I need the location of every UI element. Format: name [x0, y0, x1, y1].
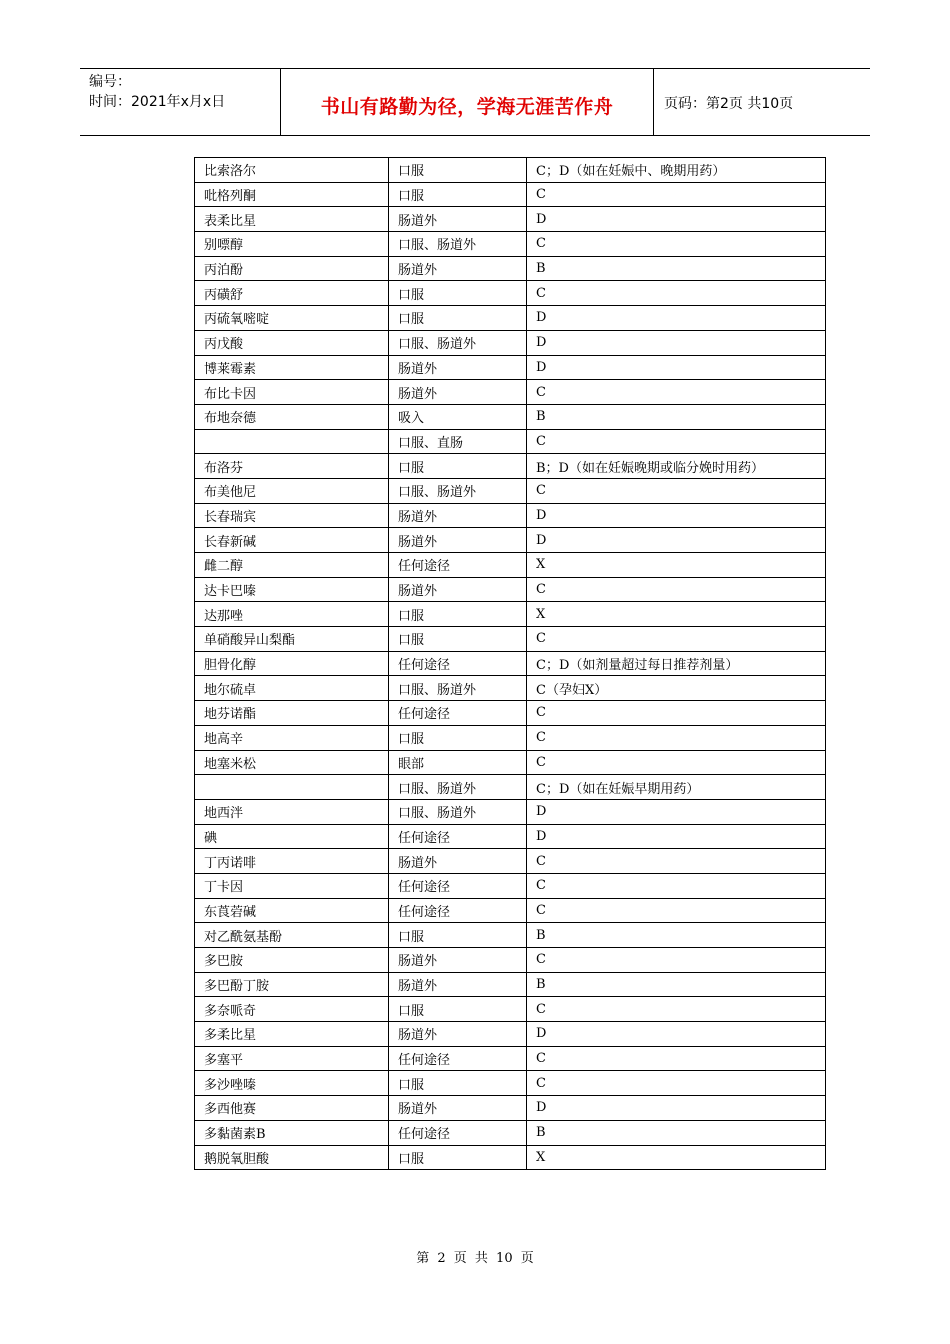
route-cell: 口服 — [389, 182, 527, 207]
table-row — [195, 651, 826, 676]
route-cell: 口服、肠道外 — [389, 478, 527, 503]
drug-name-cell: 碘 — [195, 824, 389, 849]
drug-name-cell: 布地奈德 — [195, 404, 389, 429]
table-row — [195, 1022, 826, 1047]
table-row — [195, 553, 826, 578]
route-cell: 口服 — [389, 1145, 527, 1170]
category-cell: D — [527, 503, 826, 528]
table-row — [195, 404, 826, 429]
category-cell: B — [527, 404, 826, 429]
category-cell: X — [527, 1145, 826, 1170]
category-cell: B — [527, 256, 826, 281]
route-cell: 口服 — [389, 602, 527, 627]
table-row — [195, 1071, 826, 1096]
category-cell: C — [527, 849, 826, 874]
route-cell: 任何途径 — [389, 824, 527, 849]
table-row — [195, 330, 826, 355]
category-cell: C — [527, 1071, 826, 1096]
route-cell: 口服 — [389, 306, 527, 331]
route-cell: 眼部 — [389, 750, 527, 775]
route-cell: 任何途径 — [389, 1046, 527, 1071]
category-cell: C — [527, 478, 826, 503]
table-row — [195, 1046, 826, 1071]
route-cell: 肠道外 — [389, 849, 527, 874]
drug-name-cell: 博莱霉素 — [195, 355, 389, 380]
table-row — [195, 182, 826, 207]
route-cell: 吸入 — [389, 404, 527, 429]
route-cell: 肠道外 — [389, 972, 527, 997]
drug-name-cell: 多柔比星 — [195, 1022, 389, 1047]
route-cell: 口服 — [389, 1071, 527, 1096]
route-cell: 任何途径 — [389, 553, 527, 578]
category-cell: C — [527, 281, 826, 306]
category-cell: X — [527, 553, 826, 578]
drug-name-cell: 布比卡因 — [195, 380, 389, 405]
table-row — [195, 1096, 826, 1121]
drug-name-cell: 地高辛 — [195, 725, 389, 750]
drug-name-cell: 达卡巴嗪 — [195, 577, 389, 602]
table-row — [195, 676, 826, 701]
drug-name-cell: 丙硫氧嘧啶 — [195, 306, 389, 331]
route-cell: 口服、肠道外 — [389, 676, 527, 701]
category-cell: D — [527, 1096, 826, 1121]
table-row — [195, 256, 826, 281]
table-row — [195, 849, 826, 874]
category-cell: D — [527, 799, 826, 824]
route-cell: 肠道外 — [389, 256, 527, 281]
route-cell: 口服、肠道外 — [389, 775, 527, 800]
table-row — [195, 232, 826, 257]
drug-name-cell: 雌二醇 — [195, 553, 389, 578]
route-cell: 肠道外 — [389, 1022, 527, 1047]
category-cell: C — [527, 1046, 826, 1071]
table-row — [195, 824, 826, 849]
category-cell: C — [527, 627, 826, 652]
table-row — [195, 997, 826, 1022]
table-row — [195, 1145, 826, 1170]
route-cell: 口服、肠道外 — [389, 799, 527, 824]
drug-name-cell: 多沙唑嗪 — [195, 1071, 389, 1096]
document-date: 时间：2021年x月x日 — [89, 94, 226, 110]
category-cell: C — [527, 997, 826, 1022]
route-cell: 口服 — [389, 627, 527, 652]
route-cell: 口服 — [389, 725, 527, 750]
drug-name-cell: 地西泮 — [195, 799, 389, 824]
category-cell: D — [527, 355, 826, 380]
drug-name-cell: 布美他尼 — [195, 478, 389, 503]
table-row — [195, 306, 826, 331]
category-cell: D — [527, 306, 826, 331]
category-cell: C；D（如剂量超过每日推荐剂量） — [527, 651, 826, 676]
route-cell: 肠道外 — [389, 948, 527, 973]
table-row — [195, 701, 826, 726]
table-row — [195, 627, 826, 652]
page-header — [80, 68, 870, 136]
category-cell: D — [527, 528, 826, 553]
drug-name-cell: 多塞平 — [195, 1046, 389, 1071]
drug-name-cell: 鹅脱氧胆酸 — [195, 1145, 389, 1170]
route-cell: 口服、直肠 — [389, 429, 527, 454]
category-cell: B — [527, 972, 826, 997]
drug-name-cell: 对乙酰氨基酚 — [195, 923, 389, 948]
drug-name-cell: 地塞米松 — [195, 750, 389, 775]
drug-name-cell: 长春新碱 — [195, 528, 389, 553]
category-cell: B；D（如在妊娠晚期或临分娩时用药） — [527, 454, 826, 479]
category-cell: C；D（如在妊娠早期用药） — [527, 775, 826, 800]
route-cell: 口服 — [389, 923, 527, 948]
category-cell: B — [527, 923, 826, 948]
route-cell: 口服、肠道外 — [389, 232, 527, 257]
page-footer: 第 2 页 共 10 页 — [416, 1251, 534, 1266]
table-row — [195, 503, 826, 528]
table-row — [195, 1120, 826, 1145]
route-cell: 肠道外 — [389, 577, 527, 602]
category-cell: D — [527, 330, 826, 355]
category-cell: D — [527, 824, 826, 849]
drug-name-cell: 丁卡因 — [195, 873, 389, 898]
drug-name-cell: 布洛芬 — [195, 454, 389, 479]
table-row — [195, 207, 826, 232]
drug-name-cell: 达那唑 — [195, 602, 389, 627]
route-cell: 口服 — [389, 281, 527, 306]
table-row — [195, 478, 826, 503]
table-row — [195, 577, 826, 602]
header-meta — [80, 69, 281, 135]
category-cell: C — [527, 948, 826, 973]
drug-name-cell — [195, 429, 389, 454]
drug-name-cell: 多巴酚丁胺 — [195, 972, 389, 997]
table-row — [195, 750, 826, 775]
drug-name-cell: 丙泊酚 — [195, 256, 389, 281]
drug-name-cell: 别嘌醇 — [195, 232, 389, 257]
category-cell: C — [527, 232, 826, 257]
category-cell: C — [527, 701, 826, 726]
route-cell: 任何途径 — [389, 701, 527, 726]
category-cell: C — [527, 750, 826, 775]
route-cell: 任何途径 — [389, 651, 527, 676]
category-cell: D — [527, 1022, 826, 1047]
drug-name-cell: 丙戊酸 — [195, 330, 389, 355]
category-cell: C — [527, 182, 826, 207]
route-cell: 肠道外 — [389, 207, 527, 232]
drug-name-cell: 多巴胺 — [195, 948, 389, 973]
drug-name-cell: 东莨菪碱 — [195, 898, 389, 923]
drug-pregnancy-category-table — [194, 157, 826, 1170]
table-row — [195, 158, 826, 183]
drug-name-cell — [195, 775, 389, 800]
table-row — [195, 429, 826, 454]
route-cell: 任何途径 — [389, 898, 527, 923]
table-row — [195, 948, 826, 973]
route-cell: 口服 — [389, 997, 527, 1022]
table-row — [195, 380, 826, 405]
drug-name-cell: 多西他赛 — [195, 1096, 389, 1121]
category-cell: X — [527, 602, 826, 627]
drug-name-cell: 地尔硫卓 — [195, 676, 389, 701]
table-row — [195, 528, 826, 553]
table-row — [195, 898, 826, 923]
table-row — [195, 281, 826, 306]
document-number-label: 编号： — [89, 74, 131, 90]
category-cell: C — [527, 577, 826, 602]
drug-name-cell: 胆骨化醇 — [195, 651, 389, 676]
drug-name-cell: 多黏菌素B — [195, 1120, 389, 1145]
category-cell: C — [527, 873, 826, 898]
header-page-info: 页码：第2页 共10页 — [664, 96, 794, 112]
category-cell: C — [527, 898, 826, 923]
table-row — [195, 454, 826, 479]
table-body — [195, 158, 826, 1170]
drug-name-cell: 丁丙诺啡 — [195, 849, 389, 874]
drug-name-cell: 比索洛尔 — [195, 158, 389, 183]
category-cell: C；D（如在妊娠中、晚期用药） — [527, 158, 826, 183]
drug-name-cell: 长春瑞宾 — [195, 503, 389, 528]
category-cell: C — [527, 725, 826, 750]
table-row — [195, 725, 826, 750]
drug-name-cell: 吡格列酮 — [195, 182, 389, 207]
table-row — [195, 873, 826, 898]
table-row — [195, 602, 826, 627]
route-cell: 口服、肠道外 — [389, 330, 527, 355]
header-motto: 书山有路勤为径，学海无涯苦作舟 — [281, 69, 654, 135]
route-cell: 口服 — [389, 158, 527, 183]
route-cell: 任何途径 — [389, 873, 527, 898]
route-cell: 肠道外 — [389, 1096, 527, 1121]
category-cell: C — [527, 429, 826, 454]
drug-name-cell: 多奈哌奇 — [195, 997, 389, 1022]
route-cell: 肠道外 — [389, 503, 527, 528]
category-cell: B — [527, 1120, 826, 1145]
table-row — [195, 799, 826, 824]
category-cell: D — [527, 207, 826, 232]
table-row — [195, 775, 826, 800]
route-cell: 肠道外 — [389, 528, 527, 553]
category-cell: C — [527, 380, 826, 405]
drug-name-cell: 丙磺舒 — [195, 281, 389, 306]
route-cell: 口服 — [389, 454, 527, 479]
drug-name-cell: 地芬诺酯 — [195, 701, 389, 726]
route-cell: 任何途径 — [389, 1120, 527, 1145]
category-cell: C（孕妇X） — [527, 676, 826, 701]
route-cell: 肠道外 — [389, 380, 527, 405]
drug-name-cell: 表柔比星 — [195, 207, 389, 232]
table-row — [195, 972, 826, 997]
table-row — [195, 923, 826, 948]
route-cell: 肠道外 — [389, 355, 527, 380]
drug-name-cell: 单硝酸异山梨酯 — [195, 627, 389, 652]
table-row — [195, 355, 826, 380]
